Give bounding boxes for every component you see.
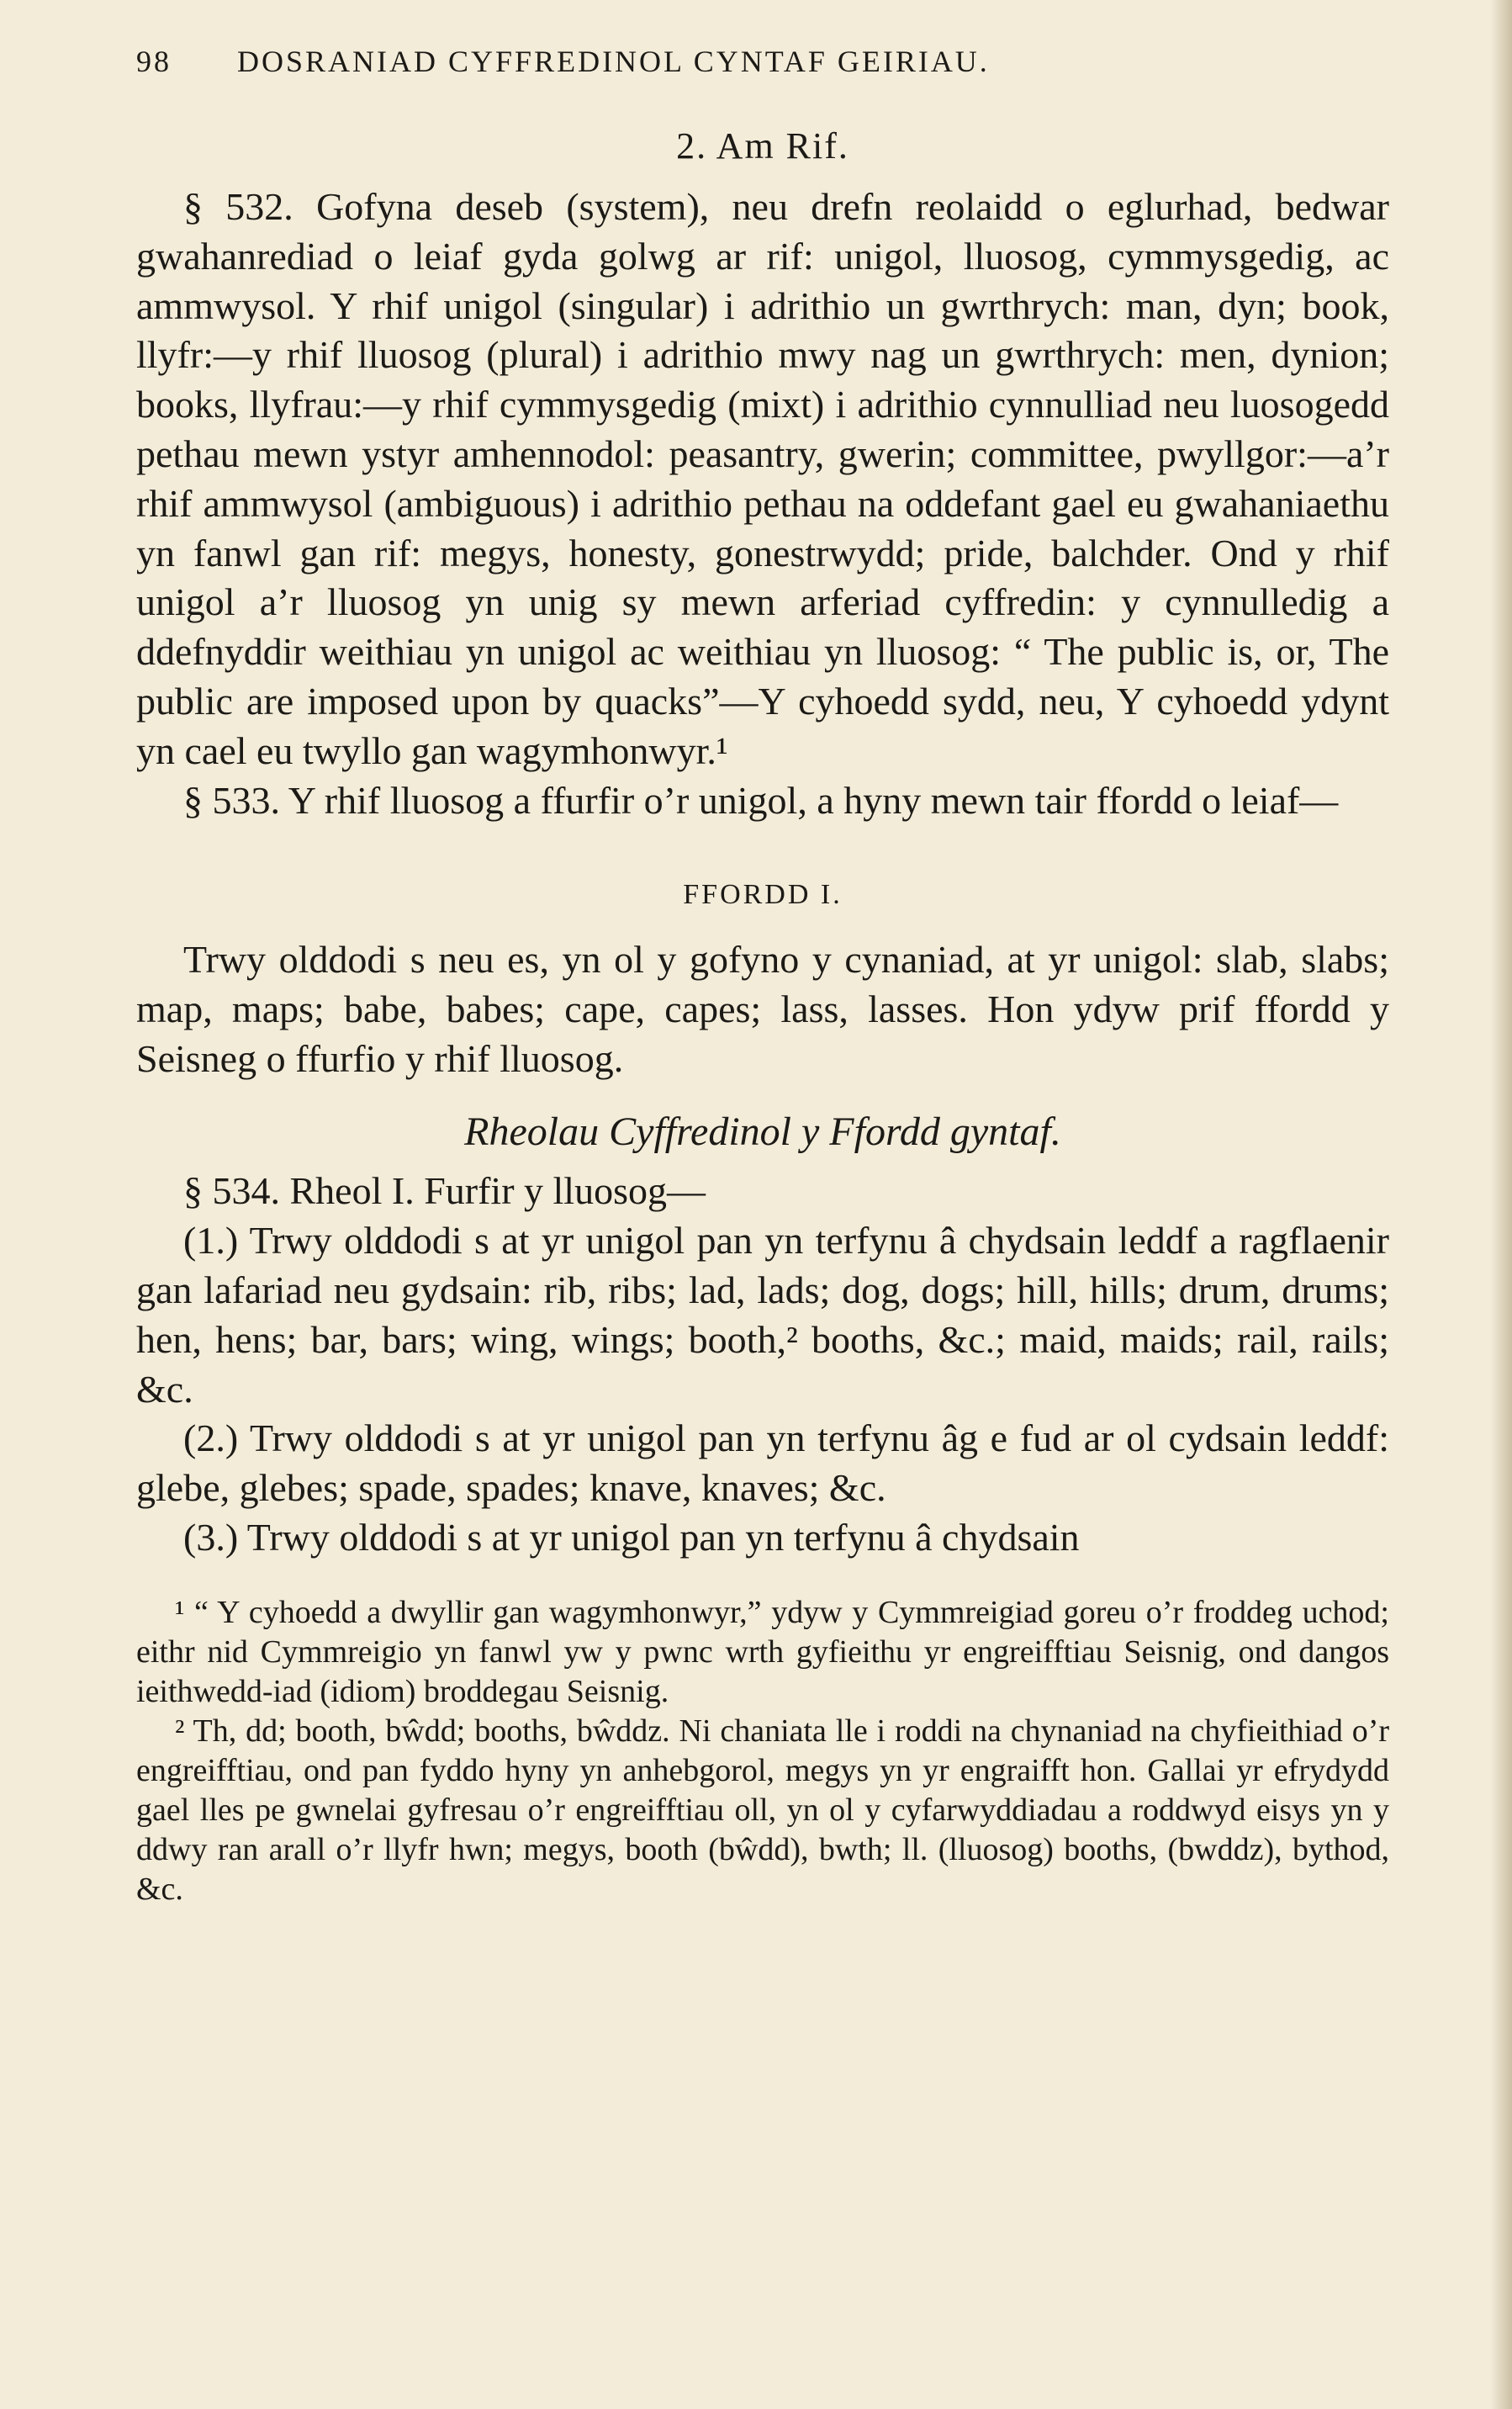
rule-3: (3.) Trwy olddodi s at yr unigol pan yn terfynu â chydsain <box>183 1515 1080 1559</box>
paragraph-534: § 534. Rheol I. Furfir y lluosog— <box>183 1169 706 1213</box>
footnotes <box>136 1593 1389 1909</box>
ffordd-paragraph: Trwy olddodi s neu es, yn ol y gofyno y cynaniad, at yr unigol: slab, slabs; map, maps; babe, babes; cape, capes; lass, lasses. Hon ydyw prif ffordd y Seisneg o ffurfio y rhif lluosog. <box>136 938 1389 1080</box>
book-page <box>136 44 1389 1909</box>
rules-heading: Rheolau Cyffredinol y Ffordd gyntaf. <box>464 1109 1061 1154</box>
ffordd-heading: FFORDD I. <box>683 879 843 911</box>
page-number: 98 <box>136 45 172 78</box>
rule-2: (2.) Trwy olddodi s at yr unigol pan yn terfynu âg e fud ar ol cydsain leddf: glebe, glebes; spade, spades; knave, knaves; &c. <box>136 1416 1389 1510</box>
body-text <box>136 183 1389 1563</box>
rule-1: (1.) Trwy olddodi s at yr unigol pan yn terfynu â chydsain leddf a ragflaenir gan lafariad neu gydsain: rib, ribs; lad, lads; dog, dogs; hill, hills; drum, drums; hen, hens; bar, bars; wing, wings; booth,² booths, &c.; maid, maids; rail, rails; &c. <box>136 1219 1389 1411</box>
paragraph-533: § 533. Y rhif lluosog a ffurfir o’r unigol, a hyny mewn tair ffordd o leiaf— <box>183 778 1339 822</box>
running-title: DOSRANIAD CYFFREDINOL CYNTAF GEIRIAU. <box>237 45 990 78</box>
footnote-2: ² Th, dd; booth, bŵdd; booths, bŵddz. Ni chaniata lle i roddi na chynaniad na chyfieithiad o’r engreifftiau, ond pan fyddo hyny yn anhebgorol, megys yn yr engraifft hon. Gallai yr efrydydd gael lles pe gwnelai gyfresau o’r engreifftiau oll, yn ol y cyfarwyddiadau a roddwyd eisys yn y ddwy ran arall o’r llyfr hwn; megys, booth (bŵdd), bwth; ll. (lluosog) booths, (bwddz), bythod, &c. <box>136 1713 1389 1907</box>
footnote-1: ¹ “ Y cyhoedd a dwyllir gan wagymhonwyr,” ydyw y Cymmreigiad goreu o’r froddeg uchod; eithr nid Cymmreigio yn fanwl yw y pwnc wrth gyfieithu yr engreifftiau Seisnig, ond dangos ieithwedd-iad (idiom) broddegau Seisnig. <box>136 1594 1389 1709</box>
page-edge-shadow <box>1490 0 1512 2409</box>
section-title: 2. Am Rif. <box>676 125 849 167</box>
paragraph-532: § 532. Gofyna deseb (system), neu drefn reolaidd o eglurhad, bedwar gwahanrediad o leiaf gyda golwg ar rif: unigol, lluosog, cymmysgedig, ac ammwysol. Y rhif unigol (singular) i adrithio un gwrthrych: man, dyn; book, llyfr:—y rhif lluosog (plural) i adrithio mwy nag un gwrthrych: men, dynion; books, llyfrau:—y rhif cymmysgedig (mixt) i adrithio cynnulliad neu luosogedd pethau mewn ystyr amhennodol: peasantry, gwerin; committee, pwyllgor:—a’r rhif ammwysol (ambiguous) i adrithio pethau na oddefant gael eu gwahaniaethu yn fanwl gan rif: megys, honesty, gonestrwydd; pride, balchder. Ond y rhif unigol a’r lluosog yn unig sy mewn arferiad cyffredin: y cynnulledig a ddefnyddir weithiau yn unigol ac weithiau yn lluosog: “ The public is, or, The public are imposed upon by quacks”—Y cyhoedd sydd, neu, Y cyhoedd ydynt yn cael eu twyllo gan wagymhonwyr.¹ <box>136 185 1389 772</box>
running-head <box>136 44 1389 91</box>
